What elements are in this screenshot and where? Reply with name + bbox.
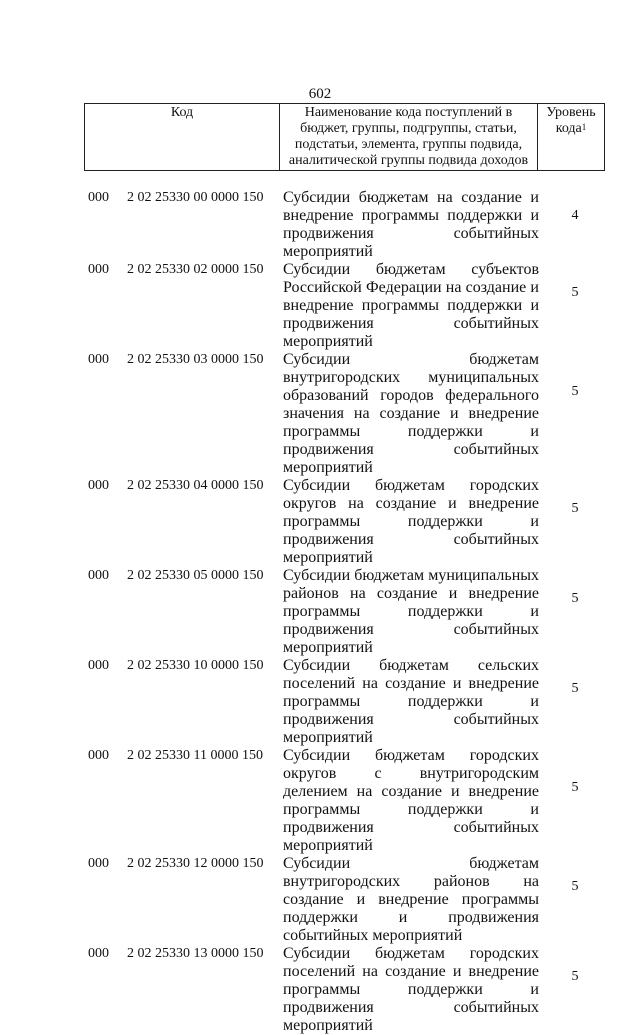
revenue-code: 2 02 25330 11 0000 150 xyxy=(127,748,263,763)
table-row xyxy=(84,189,605,261)
revenue-code: 2 02 25330 04 0000 150 xyxy=(127,478,264,493)
revenue-code: 2 02 25330 10 0000 150 xyxy=(127,658,264,673)
code-level: 5 xyxy=(571,501,579,516)
admin-code: 000 xyxy=(88,568,109,583)
revenue-code: 2 02 25330 00 0000 150 xyxy=(127,190,264,205)
code-level: 5 xyxy=(571,384,579,399)
code-level: 5 xyxy=(571,969,579,984)
table-row xyxy=(84,477,605,567)
revenue-name: Субсидии бюджетам городских округов с внутригородским делением на создание и внедрение программы поддержки и продвижения событийных мероприятий xyxy=(283,747,539,854)
table-row xyxy=(84,351,605,477)
admin-code: 000 xyxy=(88,658,109,673)
admin-code: 000 xyxy=(88,478,109,493)
revenue-name: Субсидии бюджетам внутригородских муниципальных образований городов федерального значения на создание и внедрение программы поддержки и продвижения событийных мероприятий xyxy=(283,351,539,476)
table-row xyxy=(84,657,605,747)
revenue-code: 2 02 25330 03 0000 150 xyxy=(127,352,264,367)
revenue-name: Субсидии бюджетам муниципальных районов на создание и внедрение программы поддержки и продвижения событийных мероприятий xyxy=(283,567,539,656)
code-level: 5 xyxy=(571,780,579,795)
header-level-label: Уровень кода xyxy=(546,105,596,136)
revenue-name: Субсидии бюджетам сельских поселений на создание и внедрение программы поддержки и продвижения событийных мероприятий xyxy=(283,657,539,746)
revenue-name: Субсидии бюджетам внутригородских районов на создание и внедрение программы поддержки и продвижения событийных мероприятий xyxy=(283,855,539,944)
code-level: 4 xyxy=(571,208,579,223)
revenue-name: Субсидии бюджетам городских округов на создание и внедрение программы поддержки и продвижения событийных мероприятий xyxy=(283,477,539,566)
admin-code: 000 xyxy=(88,262,109,277)
code-level: 5 xyxy=(571,285,579,300)
admin-code: 000 xyxy=(88,856,109,871)
table-row xyxy=(84,747,605,855)
revenue-code: 2 02 25330 13 0000 150 xyxy=(127,946,264,961)
revenue-name: Субсидии бюджетам городских поселений на создание и внедрение программы поддержки и продвижения событийных мероприятий xyxy=(283,945,539,1034)
header-name: Наименование кода поступлений в бюджет, группы, подгруппы, статьи, подстатьи, элемента, группы подвида, аналитической группы подвида доходов xyxy=(280,104,538,170)
admin-code: 000 xyxy=(88,352,109,367)
revenue-code: 2 02 25330 02 0000 150 xyxy=(127,262,264,277)
revenue-code: 2 02 25330 05 0000 150 xyxy=(127,568,264,583)
admin-code: 000 xyxy=(88,748,109,763)
table-row xyxy=(84,945,605,1035)
admin-code: 000 xyxy=(88,946,109,961)
revenue-code: 2 02 25330 12 0000 150 xyxy=(127,856,264,871)
code-level: 5 xyxy=(571,591,579,606)
table-row xyxy=(84,855,605,945)
header-level xyxy=(538,104,604,170)
table-header xyxy=(84,103,605,171)
code-level: 5 xyxy=(571,879,579,894)
header-code: Код xyxy=(85,104,280,170)
admin-code: 000 xyxy=(88,190,109,205)
table-body xyxy=(84,189,605,1035)
page-number: 602 xyxy=(308,86,332,102)
code-level: 5 xyxy=(571,681,579,696)
table-row xyxy=(84,261,605,351)
table-row xyxy=(84,567,605,657)
revenue-name: Субсидии бюджетам субъектов Российской Федерации на создание и внедрение программы поддержки и продвижения событийных мероприятий xyxy=(283,261,539,350)
revenue-name: Субсидии бюджетам на создание и внедрение программы поддержки и продвижения событийных мероприятий xyxy=(283,189,539,260)
header-level-footnote: 1 xyxy=(581,122,587,132)
